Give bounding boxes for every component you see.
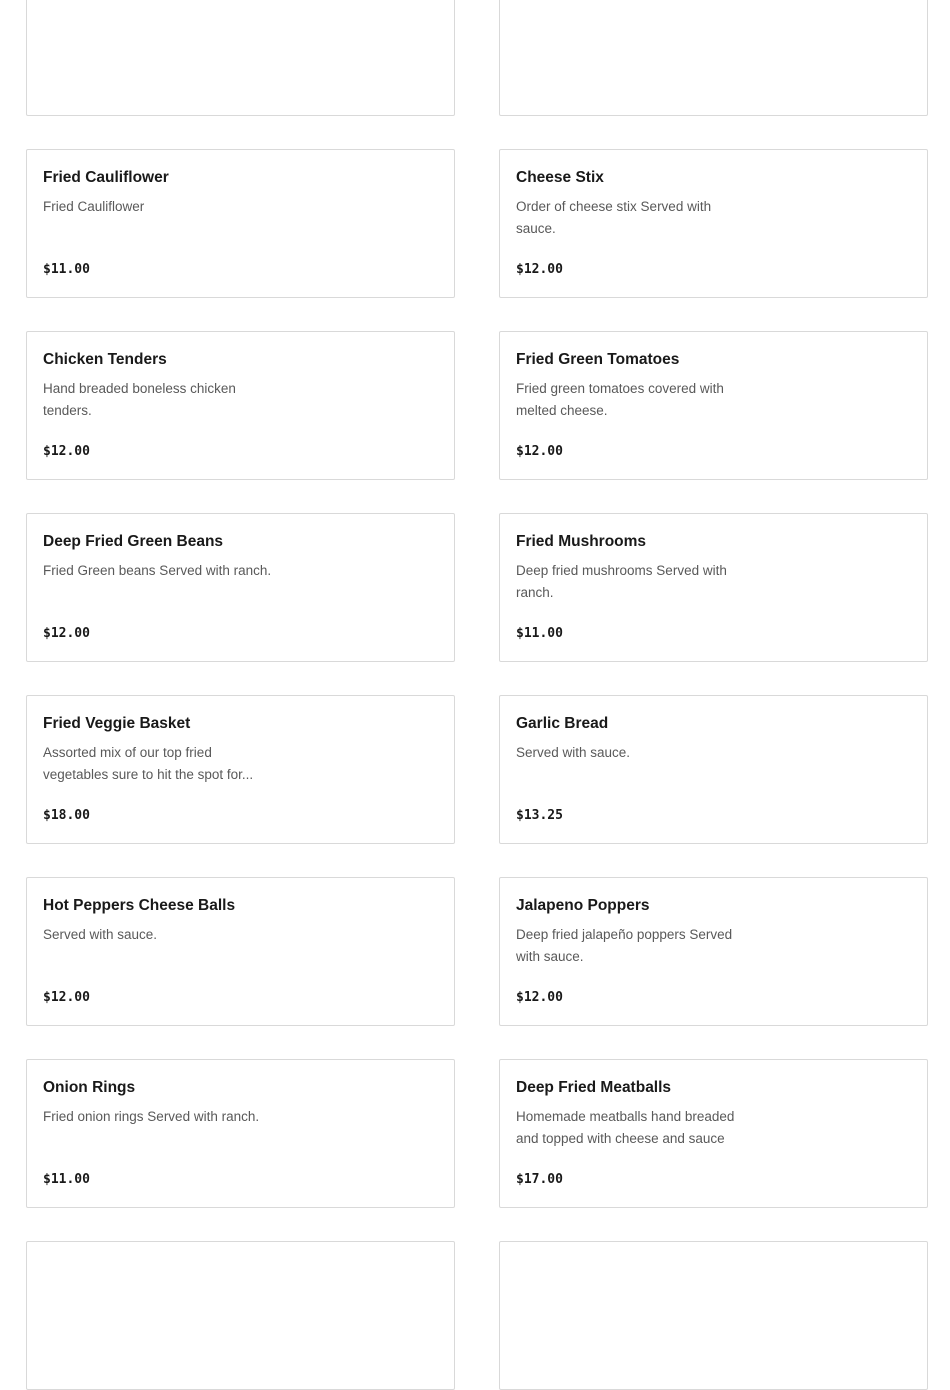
menu-item-price: $12.00 (43, 990, 90, 1005)
menu-item-card[interactable] (499, 331, 928, 480)
menu-item-name: Hot Peppers Cheese Balls (43, 897, 236, 914)
menu-item-price: $17.00 (516, 1172, 563, 1187)
menu-item-name: Deep Fried Meatballs (516, 1079, 672, 1096)
menu-item-name: Jalapeno Poppers (516, 897, 650, 914)
menu-item-name: Garlic Bread (516, 715, 609, 732)
menu-item-description: Homemade meatballs hand breaded and topped with cheese and sauce (516, 1109, 735, 1146)
menu-item-card[interactable] (26, 0, 455, 116)
menu-item-name: Chicken Tenders (43, 351, 167, 368)
menu-item-description: Hand breaded boneless chicken tenders. (43, 381, 236, 418)
menu-item-description: Order of cheese stix Served with sauce. (516, 199, 712, 236)
menu-item-card[interactable] (26, 331, 455, 480)
menu-item-description: Served with sauce. (43, 927, 158, 942)
menu-item-card[interactable] (499, 1241, 928, 1390)
menu-item-card[interactable] (26, 513, 455, 662)
menu-item-card[interactable] (499, 877, 928, 1026)
menu-item-description: Fried Green beans Served with ranch. (43, 563, 272, 578)
menu-item-description: Fried Cauliflower (43, 199, 145, 214)
menu-item-card[interactable] (26, 1059, 455, 1208)
menu-item-price: $12.00 (43, 444, 90, 459)
menu-item-card[interactable] (499, 513, 928, 662)
menu-item-description: Fried green tomatoes covered with melted cheese. (516, 381, 724, 418)
menu-item-description: Deep fried mushrooms Served with ranch. (516, 563, 727, 600)
menu-item-description: Fried onion rings Served with ranch. (43, 1109, 260, 1124)
menu-item-price: $12.00 (43, 626, 90, 641)
menu-item-name: Fried Cauliflower (43, 169, 169, 186)
menu-item-name: Fried Mushrooms (516, 533, 647, 550)
menu-item-description: Assorted mix of our top fried vegetables sure to hit the spot for... (43, 745, 254, 782)
menu-item-name: Fried Veggie Basket (43, 715, 191, 732)
menu-item-grid (26, 0, 928, 1390)
menu-item-name: Cheese Stix (516, 169, 604, 186)
menu-item-price: $12.00 (516, 444, 563, 459)
menu-item-card[interactable] (499, 149, 928, 298)
menu-item-name: Deep Fried Green Beans (43, 533, 224, 550)
menu-item-card[interactable] (499, 695, 928, 844)
menu-item-name: Fried Green Tomatoes (516, 351, 680, 368)
menu-item-price: $11.00 (43, 262, 90, 277)
menu-item-price: $12.00 (516, 262, 563, 277)
menu-item-card[interactable] (499, 1059, 928, 1208)
menu-item-price: $12.00 (516, 990, 563, 1005)
menu-item-price: $11.00 (516, 626, 563, 641)
menu-item-price: $11.00 (43, 1172, 90, 1187)
menu-item-card[interactable] (26, 149, 455, 298)
menu-item-card[interactable] (26, 877, 455, 1026)
menu-item-description: Deep fried jalapeño poppers Served with sauce. (516, 927, 733, 964)
menu-item-price: $18.00 (43, 808, 90, 823)
menu-item-name: Onion Rings (43, 1079, 136, 1096)
menu-item-card[interactable] (26, 695, 455, 844)
menu-item-description: Served with sauce. (516, 745, 631, 760)
menu-item-price: $13.25 (516, 808, 563, 823)
menu-item-card[interactable] (499, 0, 928, 116)
menu-item-card[interactable] (26, 1241, 455, 1390)
